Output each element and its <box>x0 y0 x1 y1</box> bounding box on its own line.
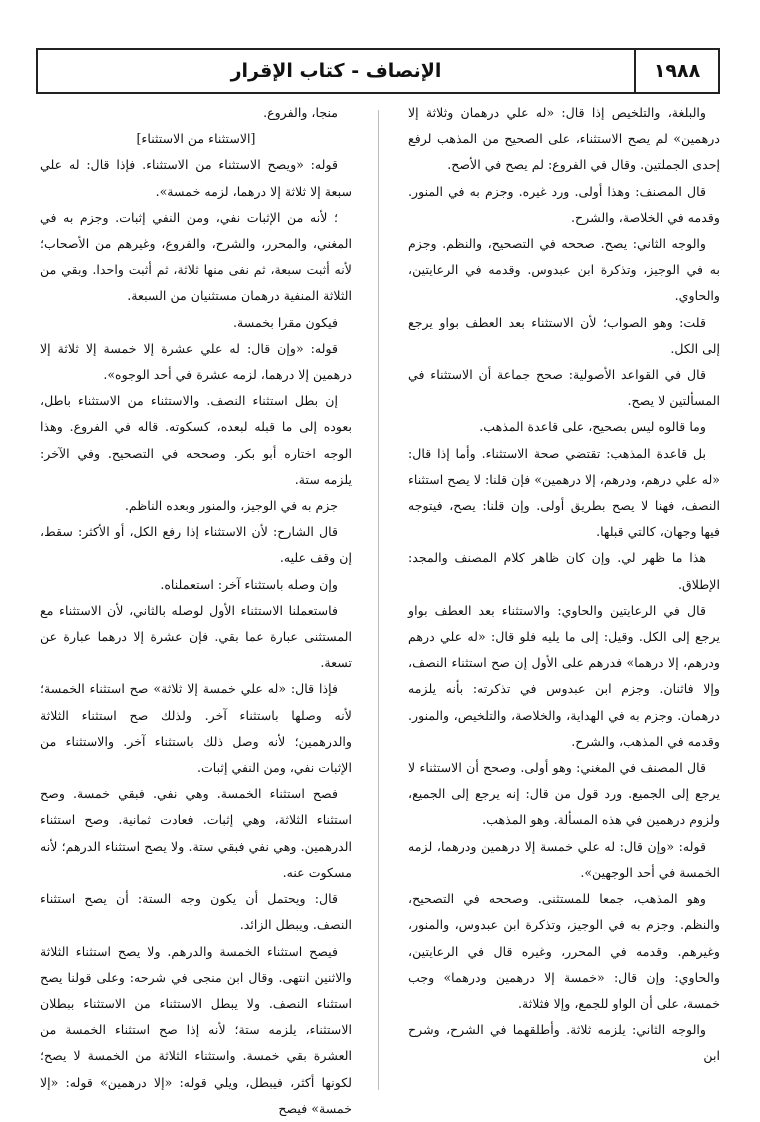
paragraph: منجا، والفروع. <box>263 105 338 120</box>
paragraph: قال المصنف في المغني: وهو أولى. وصحح أن الاستثناء لا يرجع إلى الجميع. ورد قول من قال: إنه يرجع إلى الجميع، ولزوم درهمين في هذه المسألة. وهو المذهب. <box>408 760 720 828</box>
paragraph: فإذا قال: «له علي خمسة إلا ثلاثة» صح استثناء الخمسة؛ لأنه وصلها باستثناء آخر. ولذلك صح استثناء الثلاثة والدرهمين؛ لأنه وصل ذلك باستثناء آخر. والاستثناء من الإثبات نفي، ومن النفي إثبات. <box>40 681 352 776</box>
paragraph: والوجه الثاني: يلزمه ثلاثة. وأطلقهما في الشرح، وشرح ابن <box>408 1022 720 1064</box>
paragraph: وإن وصله باستثناء آخر: استعملناه. <box>160 576 338 592</box>
paragraph: هذا ما ظهر لي. وإن كان ظاهر كلام المصنف والمجد: الإطلاق. <box>408 550 720 592</box>
paragraph: قال: ويحتمل أن يكون وجه الستة: أن يصح استثناء النصف. ويبطل الزائد. <box>40 891 352 933</box>
section-subheading: [الاستثناء من الاستثناء] <box>136 131 256 147</box>
paragraph: فاستعملنا الاستثناء الأول لوصله بالثاني، لأن الاستثناء مع المستثنى عبارة عما بقي. فإن عشرة إلا درهما عبارة عن تسعة. <box>40 602 352 671</box>
paragraph: فيكون مقرا بخمسة. <box>232 314 338 330</box>
paragraph: قوله: «ويصح الاستثناء من الاستثناء. فإذا قال: له علي سبعة إلا ثلاثة إلا درهما، لزمه خمسة». <box>40 157 352 199</box>
paragraph: بل قاعدة المذهب: تقتضي صحة الاستثناء. وأما إذا قال: «له علي درهم، ودرهم، إلا درهمين» فإن قلنا: لا يصح استثناء النصف، فهنا لا يصح بطريق أولى. وإن قلنا: يصح، فيتوجه فيها وجهان، كالتي قبلها. <box>408 445 720 540</box>
paragraph: قال الشارح: لأن الاستثناء إذا رفع الكل، أو الأكثر: سقط، إن وقف عليه. <box>40 524 352 566</box>
paragraph: إن بطل استثناء النصف. والاستثناء من الاستثناء باطل، بعوده إلى ما قبله لبعده، كسكوته. قاله في الفروع. وهذا الوجه اختاره أبو بكر. وصححه في التصحيح. وفي الآخر: يلزمه ستة. <box>40 393 352 487</box>
paragraph: ؛ لأنه من الإثبات نفي، ومن النفي إثبات. وجزم به في المغني، والمحرر، والشرح، والفروع، وغيرهم من الأصحاب؛ لأنه أثبت سبعة، ثم نفى منها ثلاثة، ثم أثبت واحدا. وبقي من الثلاثة المنفية درهمان مستثنيان من السبعة. <box>40 209 352 304</box>
paragraph: جزم به في الوجيز، والمنور وبعده الناظم. <box>124 498 338 514</box>
running-title: الإنصاف - كتاب الإقرار <box>230 60 442 82</box>
paragraph: قال في الرعايتين والحاوي: والاستثناء بعد العطف بواو يرجع إلى الكل. وقيل: إلى ما يليه فلو قال: «له علي درهم ودرهم، إلا درهما» فدرهم على الأول إن صح استثناء النصف، وإلا فاثنان. وجزم ابن عبدوس في تذكرته: بأنه يلزمه درهمان. وجزم به في الهداية، والخلاصة، والتلخيص، والمنور. وقدمه في المذهب، والشرح. <box>408 602 720 749</box>
paragraph: وهو المذهب، جمعا للمستثنى. وصححه في التصحيح، والنظم. وجزم به في الوجيز، وتذكرة ابن عبدوس، والمنور، وغيرهم. وقدمه في المحرر، وغيره قال في الرعايتين، والحاوي: وإن قال: «خمسة إلا درهمين ودرهما» وجب خمسة، على أن الواو للجمع، وإلا فثلاثة. <box>408 891 720 1011</box>
paragraph: قال المصنف: وهذا أولى. ورد غيره. وجزم به في المنور. وقدمه في الخلاصة، والشرح. <box>408 183 720 225</box>
paragraph: فيصح استثناء الخمسة والدرهم. ولا يصح استثناء الثلاثة والاثنين انتهى. وقال ابن منجى في شرحه: وعلى قولنا يصح استثناء النصف. ولا يبطل الاستثناء من الاستثناء ببطلان الاستثناء، يلزمه ستة؛ لأنه إذا صح استثناء الخمسة من العشرة بقي خمسة. واستثناء الثلاثة من الخمسة لا يصح؛ لكونها أكثر، فيبطل، ويلي قوله: «إلا درهمين» قوله: «إلا خمسة» فيصح <box>40 943 352 1116</box>
left-column <box>40 100 352 1116</box>
paragraph: فصح استثناء الخمسة. وهي نفي. فبقي خمسة. وصح استثناء الثلاثة، وهي إثبات. فعادت ثمانية. وصح استثناء الدرهمين. وهي نفي فبقي ستة. ولا يصح استثناء الدرهم؛ لأنه مسكوت عنه. <box>40 786 352 880</box>
paragraph: قال في القواعد الأصولية: صحح جماعة أن الاستثناء في المسألتين لا يصح. <box>408 367 720 409</box>
page-header <box>36 48 720 94</box>
paragraph: وما قالوه ليس بصحيح، على قاعدة المذهب. <box>479 419 706 435</box>
paragraph: والوجه الثاني: يصح. صححه في التصحيح، والنظم. وجزم به في الوجيز، وتذكرة ابن عبدوس. وقدمه في الرعايتين، والحاوي. <box>408 236 720 304</box>
paragraph: قلت: وهو الصواب؛ لأن الاستثناء بعد العطف بواو يرجع إلى الكل. <box>408 314 720 356</box>
page-number: ١٩٨٨ <box>634 50 718 92</box>
paragraph: قوله: «وإن قال: له علي عشرة إلا خمسة إلا ثلاثة إلا درهمين إلا درهما، لزمه عشرة في أحد الوجوه». <box>40 340 352 383</box>
paragraph: والبلغة، والتلخيص إذا قال: «له علي درهمان وثلاثة إلا درهمين» لم يصح الاستثناء، على الصحيح من المذهب لرفع إحدى الجملتين. وقال في الفروع: لم يصح في الأصح. <box>408 105 720 173</box>
right-column <box>408 100 720 1096</box>
paragraph: قوله: «وإن قال: له علي خمسة إلا درهمين ودرهما، لزمه الخمسة في أحد الوجهين». <box>408 838 720 880</box>
column-divider <box>378 110 379 1090</box>
